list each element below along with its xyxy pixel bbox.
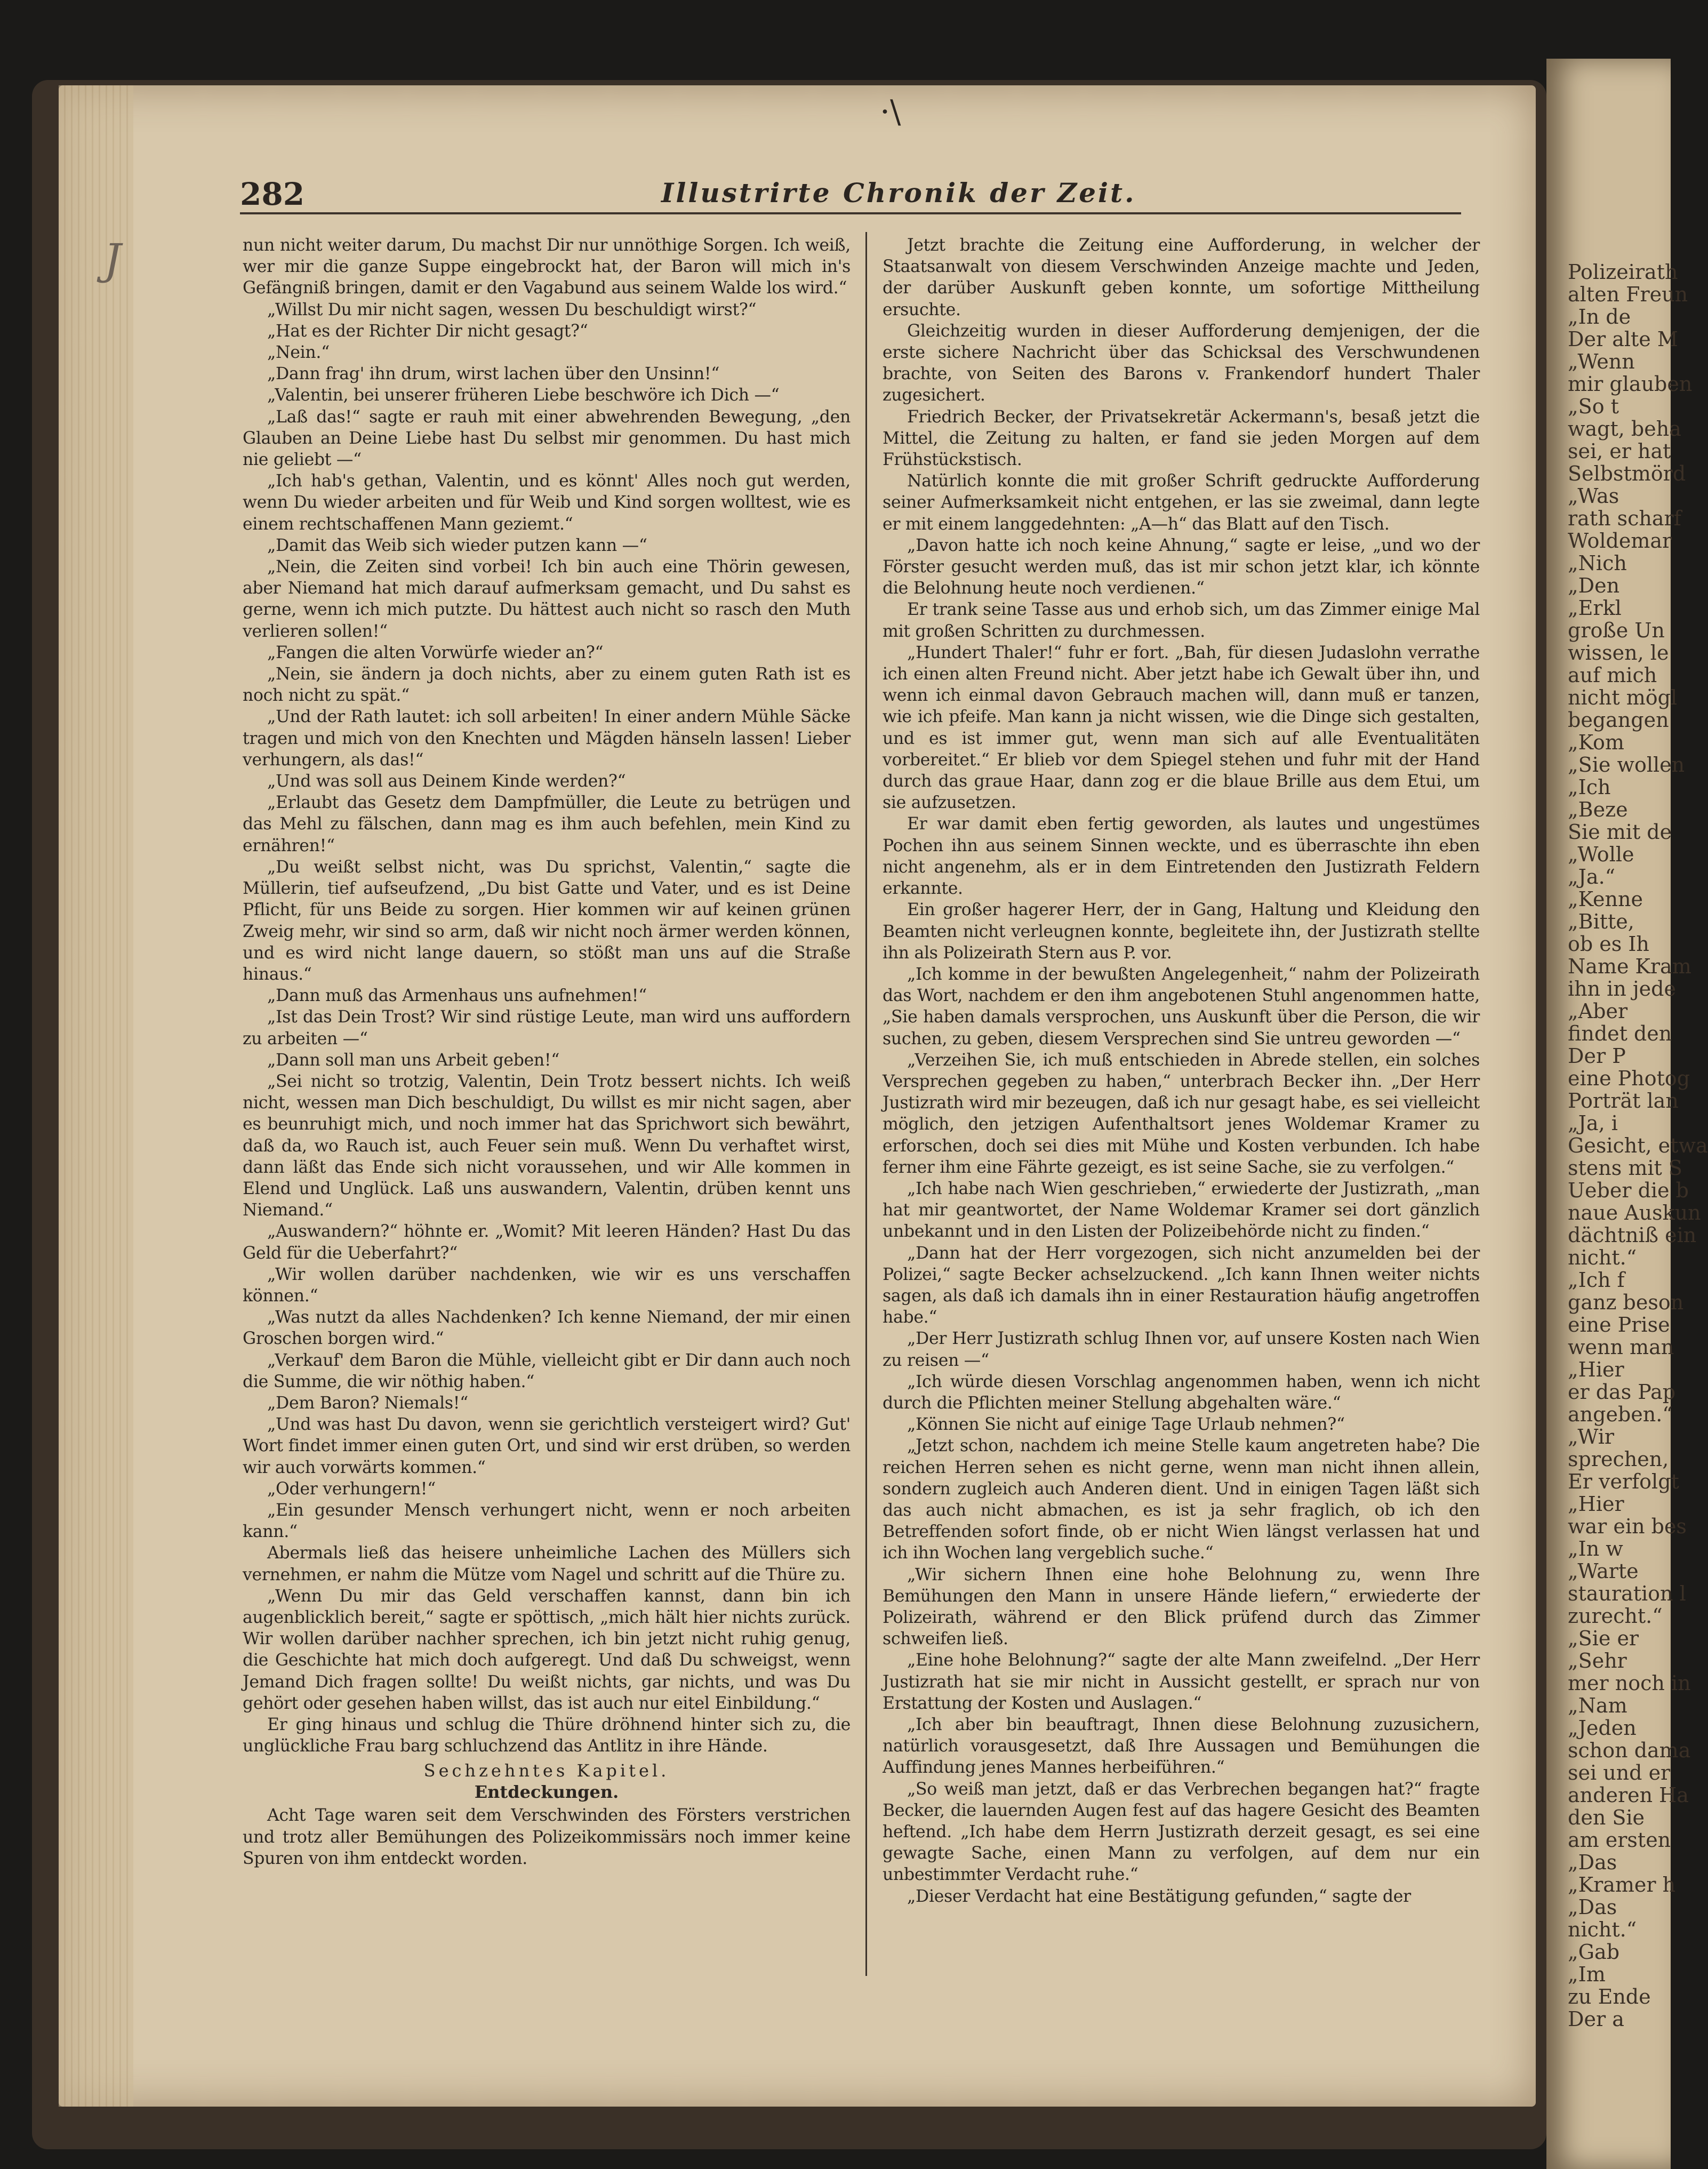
facing-page-line: ob es Ih xyxy=(1568,932,1649,956)
facing-page-line: „Hier xyxy=(1568,1492,1624,1516)
facing-page-line: „Sie er xyxy=(1568,1627,1639,1650)
paragraph: „Erlaubt das Gesetz dem Dampfmüller, die Leute zu betrügen und das Mehl zu fälschen, dann mag es ihm auch befehlen, mein Kind zu ernähren!“ xyxy=(243,793,851,855)
facing-page-line: sei und er xyxy=(1568,1761,1671,1784)
facing-page-line: „Beze xyxy=(1568,798,1628,821)
facing-page-line: Porträt lan xyxy=(1568,1089,1679,1112)
paragraph: „Davon hatte ich noch keine Ahnung,“ sagte er leise, „und wo der Förster gesucht werden muß, das ist mir schon jetzt klar, ich könnte die Belohnung heute noch verdienen.“ xyxy=(883,535,1480,598)
paragraph: „So weiß man jetzt, daß er das Verbrechen begangen hat?“ fragte Becker, die lauernden Augen fest auf das hagere Gesicht des Beamten heftend. „Ich habe dem Herrn Justizrath derzeit gesagt, es sei eine gewagte Sache, einen Mann zu verfolgen, auf dem nur ein unbestimmter Verdacht ruhe.“ xyxy=(883,1779,1480,1885)
facing-page-line: „Sehr xyxy=(1568,1649,1627,1672)
facing-page-line: Ueber die b xyxy=(1568,1179,1689,1202)
paragraph: „Damit das Weib sich wieder putzen kann —“ xyxy=(267,535,647,555)
paragraph: „Was nutzt da alles Nachdenken? Ich kenne Niemand, der mir einen Groschen borgen wird.“ xyxy=(243,1308,851,1349)
paragraph: „Sei nicht so trotzig, Valentin, Dein Trotz bessert nichts. Ich weiß nicht, wessen man Dich beschuldigt, Du willst es mir nicht sagen, aber es beunruhigt mich, und noch immer hat das Sprichwort sich bewährt, daß da, wo Rauch ist, auch Feuer sein muß. Wenn Du verhaftet wirst, dann läßt das Ende sich nicht voraussehen, und wir Alle kommen in Elend und Unglück. Laß uns auswandern, Valentin, drüben kennt uns Niemand.“ xyxy=(243,1071,851,1220)
header-rule xyxy=(240,212,1461,214)
paragraph: Acht Tage waren seit dem Verschwinden des Försters verstrichen und trotz aller Bemühungen des Polizeikommissärs noch immer keine Spuren von ihm entdeckt worden. xyxy=(243,1806,851,1868)
facing-page-line: eine Photog xyxy=(1568,1067,1690,1090)
paragraph: „Und der Rath lautet: ich soll arbeiten! In einer andern Mühle Säcke tragen und mich von den Knechten und Mägden hänseln lassen! Lieber verhungern, als das!“ xyxy=(243,707,851,770)
paragraph: „Ist das Dein Trost? Wir sind rüstige Leute, man wird uns auffordern zu arbeiten —“ xyxy=(243,1007,851,1049)
facing-page-line: stauration l xyxy=(1568,1582,1686,1605)
paragraph: „Dieser Verdacht hat eine Bestätigung gefunden,“ sagte der xyxy=(907,1886,1411,1906)
paragraph: nun nicht weiter darum, Du machst Dir nur unnöthige Sorgen. Ich weiß, wer mir die ganze Suppe eingebrockt hat, der Baron will mich in's Gefängniß bringen, damit er den Vagabund aus seinem Walde los wird.“ xyxy=(243,236,851,298)
facing-page-line: „Wolle xyxy=(1568,843,1634,866)
facing-page-line: war ein bes xyxy=(1568,1515,1687,1538)
paragraph: „Verkauf' dem Baron die Mühle, vielleicht gibt er Dir dann auch noch die Summe, die wir nöthig haben.“ xyxy=(243,1350,851,1391)
facing-page-line: „Kramer h xyxy=(1568,1873,1676,1896)
facing-page-line: Polizeirath xyxy=(1568,260,1678,284)
facing-page-line: „Ich xyxy=(1568,775,1611,799)
paragraph: „Auswandern?“ höhnte er. „Womit? Mit leeren Händen? Hast Du das Geld für die Ueberfahrt?“ xyxy=(243,1222,851,1263)
facing-page-line: angeben.“ xyxy=(1568,1403,1673,1426)
paragraph: Jetzt brachte die Zeitung eine Aufforderung, in welcher der Staatsanwalt von diesem Verschwinden Anzeige machte und Jeden, der darüber Auskunft geben konnte, um sofortige Mittheilung ersuchte. xyxy=(883,236,1480,319)
facing-page-line: „Bitte, xyxy=(1568,910,1634,933)
paragraph: „Ich hab's gethan, Valentin, und es könnt' Alles noch gut werden, wenn Du wieder arbeiten und für Weib und Kind sorgen wolltest, wie es einem rechtschaffenen Mann geziemt.“ xyxy=(243,471,851,534)
facing-page-line: „Ja.“ xyxy=(1568,865,1616,889)
paragraph: „Dann soll man uns Arbeit geben!“ xyxy=(267,1050,560,1070)
facing-page-line: ihn in jede xyxy=(1568,977,1676,1001)
facing-page-line: ganz beson xyxy=(1568,1291,1684,1314)
paragraph: „Ich aber bin beauftragt, Ihnen diese Belohnung zuzusichern, natürlich vorausgesetzt, daß Ihre Aussagen und Bemühungen die Auffindung jenes Mannes herbeiführen.“ xyxy=(883,1715,1480,1778)
facing-page-line: „Gab xyxy=(1568,1940,1620,1964)
facing-page-line: „Ich f xyxy=(1568,1268,1625,1292)
facing-page-line: stens mit S xyxy=(1568,1156,1682,1180)
facing-page-line: „Im xyxy=(1568,1963,1606,1986)
facing-page-line: „Das xyxy=(1568,1895,1617,1919)
facing-page-line: wenn man xyxy=(1568,1335,1674,1359)
facing-page-line: „In de xyxy=(1568,305,1631,329)
paragraph: „Und was soll aus Deinem Kinde werden?“ xyxy=(267,772,626,791)
facing-page-line: „Was xyxy=(1568,484,1619,508)
chapter-title: Sechzehntes Kapitel. xyxy=(423,1760,670,1781)
facing-page-line: Der P xyxy=(1568,1044,1626,1068)
paragraph: „Jetzt schon, nachdem ich meine Stelle kaum angetreten habe? Die reichen Herren sehen es nicht gerne, wenn man nicht ihnen allein, sondern zugleich auch Anderen dient. Und in einigen Tagen läßt sich das auch nicht abmachen, es ist ja sehr fraglich, ob ich den Betreffenden sofort finde, ob er nicht Wien längst verlassen hat und ich ihn Wochen lang vergeblich suche.“ xyxy=(883,1436,1480,1563)
chapter-subtitle: Entdeckungen. xyxy=(474,1782,619,1803)
facing-page-line: große Un xyxy=(1568,619,1665,642)
right-paragraphs xyxy=(883,235,1480,1907)
paragraph: „Dann frag' ihn drum, wirst lachen über den Unsinn!“ xyxy=(267,364,720,384)
paragraph: „Hundert Thaler!“ fuhr er fort. „Bah, für diesen Judaslohn verrathe ich einen alten Freund nicht. Aber jetzt habe ich Gewalt über ihn, und wenn ich einmal davon Gebrauch machen will, dann muß er tanzen, wie ich pfeife. Man kann ja nicht wissen, wie die Dinge sich gestalten, und es ist immer gut, wenn man sich auf alle Eventualitäten vorbereitet.“ Er blieb vor dem Spiegel stehen und fuhr mit der Hand durch das graue Haar, dann zog er die blaue Brille aus dem Etui, um sie aufzusetzen. xyxy=(883,643,1480,813)
facing-page-line: Der alte M xyxy=(1568,327,1678,351)
facing-page-line: nicht mögl xyxy=(1568,686,1678,709)
paragraph: „Ich würde diesen Vorschlag angenommen haben, wenn ich nicht durch die Pflichten meiner Stellung abgehalten wäre.“ xyxy=(883,1372,1480,1413)
paragraph: „Fangen die alten Vorwürfe wieder an?“ xyxy=(267,643,604,662)
facing-page-line: „Kom xyxy=(1568,731,1624,754)
paragraph: Natürlich konnte die mit großer Schrift gedruckte Aufforderung seiner Aufmerksamkeit nicht entgehen, er las sie zweimal, dann legte er mit einem langgedehnten: „A—h“ das Blatt auf den Tisch. xyxy=(883,471,1480,534)
column-divider xyxy=(865,232,867,1976)
printer-mark: ·\ xyxy=(880,93,901,131)
paragraph: „Eine hohe Belohnung?“ sagte der alte Mann zweifelnd. „Der Herr Justizrath hat sie mir nicht in Aussicht gestellt, er sprach nur von Erstattung der Kosten und Auslagen.“ xyxy=(883,1651,1480,1713)
facing-page-line: findet den xyxy=(1568,1022,1672,1045)
paragraph: Er trank seine Tasse aus und erhob sich, um das Zimmer einige Mal mit großen Schritten zu durchmessen. xyxy=(883,600,1480,641)
facing-page-line: „Hier xyxy=(1568,1358,1624,1381)
paragraph: Friedrich Becker, der Privatsekretär Ackermann's, besaß jetzt die Mittel, die Zeitung zu halten, er fand sie jeden Morgen auf dem Frühstückstisch. xyxy=(883,407,1480,470)
facing-page-line: „Den xyxy=(1568,574,1620,597)
facing-page-line: „In w xyxy=(1568,1537,1623,1560)
paragraph: „Wir wollen darüber nachdenken, wie wir es uns verschaffen können.“ xyxy=(243,1264,851,1306)
facing-page-line: er das Pap xyxy=(1568,1380,1676,1404)
paragraph: „Verzeihen Sie, ich muß entschieden in Abrede stellen, ein solches Versprechen gegeben zu haben,“ unterbrach Becker ihn. „Der Herr Justizrath wird mir bezeugen, daß ich nur gesagt habe, es sei vielleicht möglich, den jetzigen Aufenthaltsort jenes Woldemar Kramer zu erforschen, doch sei dies mit Mühe und Kosten verbunden. Ich habe ferner ihm eine Fährte gezeigt, es ist seine Sache, sie zu verfolgen.“ xyxy=(883,1050,1480,1177)
paragraph: „Hat es der Richter Dir nicht gesagt?“ xyxy=(267,321,588,341)
paragraph: „Können Sie nicht auf einige Tage Urlaub nehmen?“ xyxy=(907,1415,1345,1435)
facing-page-line: „Nich xyxy=(1568,551,1627,575)
facing-page-line: sprechen, xyxy=(1568,1447,1669,1471)
facing-page-line: Sie mit de xyxy=(1568,820,1672,844)
paragraph: „Nein, die Zeiten sind vorbei! Ich bin auch eine Thörin gewesen, aber Niemand hat mich darauf aufmerksam gemacht, und Du sahst es gerne, wenn ich mich putzte. Du hättest auch nicht so rasch den Muth verlieren sollen!“ xyxy=(243,557,851,641)
facing-page-line: „Ja, i xyxy=(1568,1111,1618,1135)
paragraph: Ein großer hagerer Herr, der in Gang, Haltung und Kleidung den Beamten nicht verleugnen konnte, begleitete ihn, der Justizrath stellte ihn als Polizeirath Stern aus P. vor. xyxy=(883,900,1480,963)
facing-page-line: Woldemar xyxy=(1568,529,1672,553)
paragraph: „Laß das!“ sagte er rauh mit einer abwehrenden Bewegung, „den Glauben an Deine Liebe hast Du selbst mir genommen. Du hast mich nie geliebt —“ xyxy=(243,407,851,470)
facing-page-line: naue Auskun xyxy=(1568,1201,1701,1224)
paragraph: „Dann muß das Armenhaus uns aufnehmen!“ xyxy=(267,986,647,1006)
facing-page-line: „Das xyxy=(1568,1851,1617,1874)
facing-page-line: „Wir xyxy=(1568,1425,1615,1448)
paragraph: „Ein gesunder Mensch verhungert nicht, wenn er noch arbeiten kann.“ xyxy=(243,1500,851,1542)
facing-page-line: eine Prise xyxy=(1568,1313,1670,1336)
right-column xyxy=(883,235,1480,1907)
facing-page-line: zu Ende xyxy=(1568,1985,1651,2008)
paragraph: Gleichzeitig wurden in dieser Aufforderung demjenigen, der die erste sichere Nachricht über das Schicksal des Verschwundenen brachte, von Seiten des Barons v. Frankendorf hundert Thaler zugesichert. xyxy=(883,321,1480,405)
page-number: 282 xyxy=(240,176,305,212)
paragraph: „Valentin, bei unserer früheren Liebe beschwöre ich Dich —“ xyxy=(267,386,780,405)
left-column xyxy=(243,235,851,1869)
page-edges xyxy=(59,85,133,2107)
paragraph: „Du weißt selbst nicht, was Du sprichst, Valentin,“ sagte die Müllerin, tief aufseufzend, „Du bist Gatte und Vater, und es ist Deine Pflicht, für uns Beide zu sorgen. Hier kommen wir auf keinen grünen Zweig mehr, wir sind so arm, daß wir nicht noch ärmer werden können, und es wird nicht lange dauern, so stößt man uns auf die Straße hinaus.“ xyxy=(243,857,851,984)
paragraph: „Der Herr Justizrath schlug Ihnen vor, auf unsere Kosten nach Wien zu reisen —“ xyxy=(883,1329,1480,1370)
facing-page xyxy=(1546,59,1708,2169)
paragraph: „Nein, sie ändern ja doch nichts, aber zu einem guten Rath ist es noch nicht zu spät.“ xyxy=(243,665,851,706)
facing-page-line: dächtniß ein xyxy=(1568,1223,1697,1247)
facing-page-line: Der a xyxy=(1568,2007,1624,2031)
paragraph: „Oder verhungern!“ xyxy=(267,1479,436,1499)
paragraph: „Wir sichern Ihnen eine hohe Belohnung zu, wenn Ihre Bemühungen den Mann in unsere Hände liefern,“ erwiederte der Polizeirath, während er den Blick prüfend durch das Zimmer schweifen ließ. xyxy=(883,1565,1480,1649)
facing-page-line: anderen Ha xyxy=(1568,1783,1689,1807)
facing-page-line: sei, er hat xyxy=(1568,439,1671,463)
facing-page-line: auf mich xyxy=(1568,663,1657,687)
facing-page-line: nicht.“ xyxy=(1568,1918,1637,1941)
facing-page-line: „So t xyxy=(1568,395,1619,418)
paragraph: „Dem Baron? Niemals!“ xyxy=(267,1393,468,1413)
paragraph: „Dann hat der Herr vorgezogen, sich nicht anzumelden bei der Polizei,“ sagte Becker achselzuckend. „Ich kann Ihnen weiter nichts sagen, als daß ich damals ihn in einer Restauration häufig angetroffen habe.“ xyxy=(883,1243,1480,1327)
paragraph: Abermals ließ das heisere unheimliche Lachen des Müllers sich vernehmen, er nahm die Mütze vom Nagel und schritt auf die Thüre zu. xyxy=(243,1543,851,1584)
facing-page-line: Selbstmörd xyxy=(1568,462,1686,485)
paragraph: Er war damit eben fertig geworden, als lautes und ungestümes Pochen ihn aus seinem Sinnen weckte, und es überraschte ihn eben nicht angenehm, als er in dem Eintretenden den Justizrath Feldern erkannte. xyxy=(883,814,1480,899)
facing-page-line: „Erkl xyxy=(1568,596,1622,620)
facing-page-line: zurecht.“ xyxy=(1568,1604,1663,1628)
facing-page-line: begangen xyxy=(1568,708,1669,732)
paragraph: „Ich komme in der bewußten Angelegenheit,“ nahm der Polizeirath das Wort, nachdem er den ihm angebotenen Stuhl angenommen hatte, „Sie haben damals versprochen, uns Auskunft über die Person, die wir suchen, zu geben, diesem Versprechen sind Sie untreu geworden —“ xyxy=(883,964,1480,1049)
facing-page-line: am ersten xyxy=(1568,1828,1671,1852)
facing-page-line: wissen, le xyxy=(1568,641,1669,665)
facing-page-line: „Jeden xyxy=(1568,1716,1637,1740)
facing-page-line: alten Freun xyxy=(1568,283,1688,306)
paragraph: „Willst Du mir nicht sagen, wessen Du beschuldigt wirst?“ xyxy=(267,300,757,319)
paragraph: „Ich habe nach Wien geschrieben,“ erwiederte der Justizrath, „man hat mir geantwortet, der Name Woldemar Kramer sei dort gänzlich unbekannt und in den Listen der Polizeibehörde nicht zu finden.“ xyxy=(883,1179,1480,1242)
paragraph: „Wenn Du mir das Geld verschaffen kannst, dann bin ich augenblicklich bereit,“ sagte er spöttisch, „mich hält hier nichts zurück. Wir wollen darüber nachher sprechen, ich bin jetzt nicht ruhig genug, die Geschichte hat mich doch aufgeregt. Und daß Du schweigst, wenn Jemand Dich fragen sollte! Du weißt nichts, gar nichts, und was Du gehört oder gesehen haben willst, das ist auch nur eitel Einbildung.“ xyxy=(243,1586,851,1713)
facing-page-line: Name Kram xyxy=(1568,955,1691,978)
facing-page-line: „Aber xyxy=(1568,999,1628,1023)
facing-page-line: nicht.“ xyxy=(1568,1246,1637,1269)
facing-page-line: wagt, beha xyxy=(1568,417,1681,441)
facing-page-line: „Nam xyxy=(1568,1694,1627,1717)
paragraph: „Nein.“ xyxy=(267,343,330,363)
facing-page-line: schon dama xyxy=(1568,1739,1691,1762)
left-after-paragraphs xyxy=(243,1805,851,1869)
facing-page-line: „Sie wollen xyxy=(1568,753,1685,777)
pencil-annotation: J xyxy=(104,235,122,284)
facing-page-line: „Warte xyxy=(1568,1559,1639,1583)
facing-page-line: Er verfolgt xyxy=(1568,1470,1679,1493)
paragraph: „Und was hast Du davon, wenn sie gerichtlich versteigert wird? Gut' Wort findet immer einen guten Ort, und sind wir erst drüben, so werden wir auch vorwärts kommen.“ xyxy=(243,1415,851,1477)
running-title: Illustrirte Chronik der Zeit. xyxy=(661,177,1136,209)
facing-page-line: rath scharf xyxy=(1568,507,1681,530)
paragraph: Er ging hinaus und schlug die Thüre dröhnend hinter sich zu, die unglückliche Frau barg schluchzend das Antlitz in ihre Hände. xyxy=(243,1715,851,1756)
facing-page-line: „Wenn xyxy=(1568,350,1635,373)
facing-page-line: den Sie xyxy=(1568,1806,1645,1829)
facing-page-line: mir glauben xyxy=(1568,372,1693,396)
facing-page-line: mer noch in xyxy=(1568,1671,1691,1695)
facing-page-line: „Kenne xyxy=(1568,887,1643,911)
left-paragraphs xyxy=(243,235,851,1757)
facing-page-line: Gesicht, etwa xyxy=(1568,1134,1708,1157)
